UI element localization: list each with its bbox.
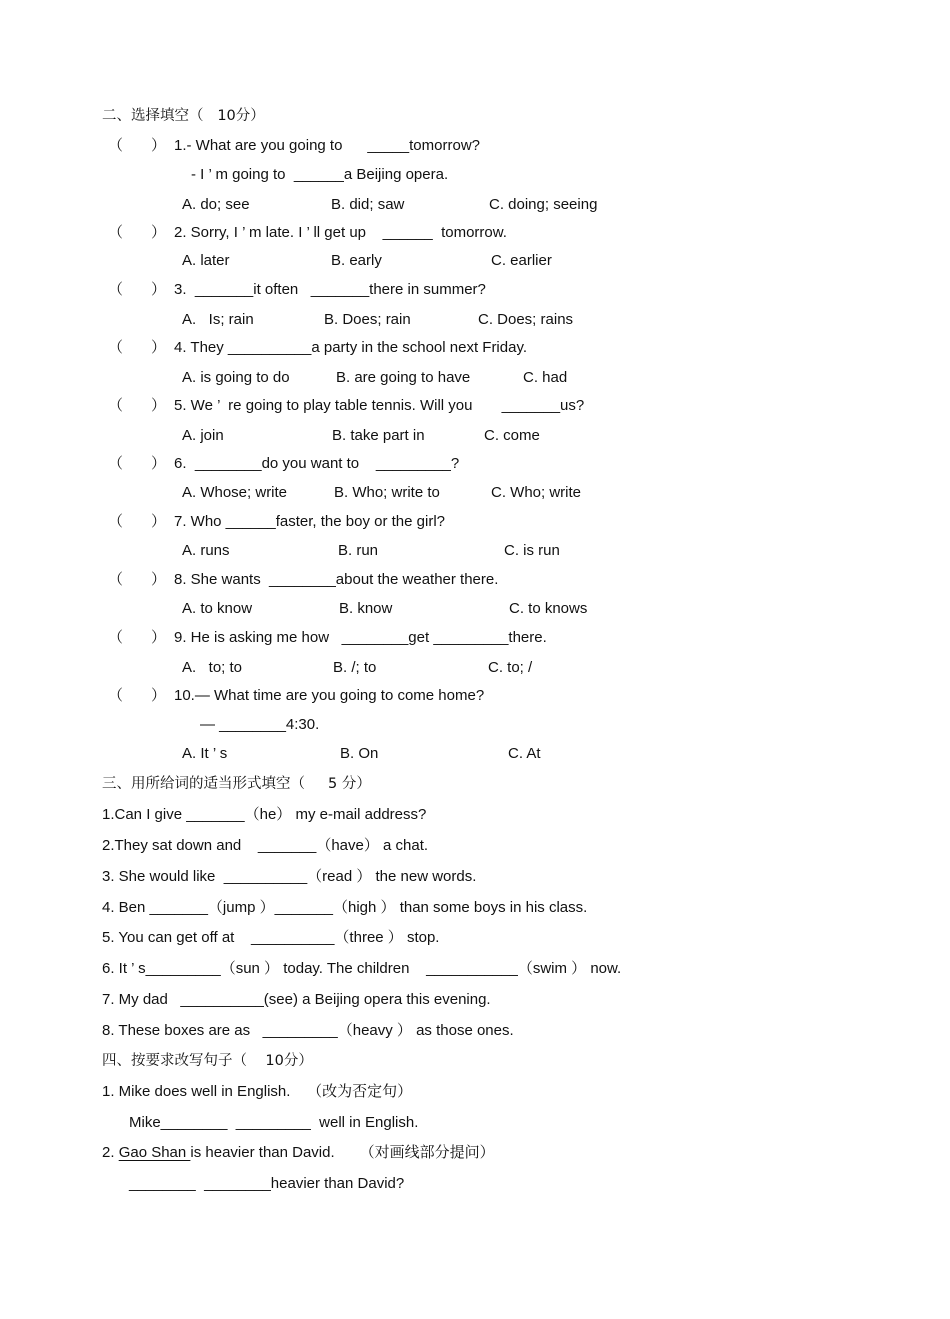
rewrite-answer-2: ________ ________heavier than David? [129, 1175, 405, 1192]
answer-paren-close: ） [151, 687, 167, 704]
option-a: A. Is; rain [182, 311, 254, 328]
answer-paren-close: ） [151, 397, 167, 414]
option-b: B. On [340, 745, 379, 762]
answer-paren-close: ） [151, 629, 167, 646]
option-b: B. did; saw [331, 196, 405, 213]
answer-paren-open: （ [108, 339, 124, 356]
underlined-phrase: Gao Shan [118, 1144, 191, 1161]
section-4-heading: 四、按要求改写句子（ 10分） [102, 1053, 313, 1069]
option-a: A. to know [182, 600, 253, 617]
answer-paren-close: ） [151, 137, 167, 154]
option-c: C. doing; seeing [489, 196, 598, 213]
question-stem-reply: - I ’ m going to ______a Beijing opera. [191, 166, 449, 183]
question-stem: 2. Sorry, I ’ m late. I ’ ll get up ______ tomorrow. [174, 224, 507, 241]
option-a: A. later [182, 252, 230, 269]
question-stem: 4. They __________a party in the school next Friday. [174, 339, 528, 356]
section-3-heading: 三、用所给词的适当形式填空（ 5 分） [102, 776, 371, 792]
question-stem-reply: — ________4:30. [200, 716, 320, 733]
rewrite-question-1: 1. Mike does well in English. （改为否定句） [102, 1083, 413, 1100]
answer-paren-close: ） [151, 224, 167, 241]
question-stem: 8. She wants ________about the weather there. [174, 571, 499, 588]
option-b: B. Does; rain [324, 311, 411, 328]
option-c: C. to knows [509, 600, 588, 617]
answer-paren-open: （ [108, 224, 124, 241]
question-stem: 10.— What time are you going to come home? [174, 687, 485, 704]
section-2-heading: 二、选择填空（ 10分） [102, 108, 265, 124]
question-number: 2. [102, 1144, 119, 1161]
answer-paren-close: ） [151, 513, 167, 530]
option-c: C. Who; write [491, 484, 582, 501]
answer-paren-open: （ [108, 137, 124, 154]
rewrite-answer-1: Mike________ _________ well in English. [129, 1114, 419, 1131]
fill-item-4: 4. Ben _______（jump ）_______（high ） than some boys in his class. [102, 899, 588, 916]
option-a: A. join [182, 427, 224, 444]
option-a: A. Whose; write [182, 484, 288, 501]
option-c: C. At [508, 745, 541, 762]
fill-item-8: 8. These boxes are as _________（heavy ） as those ones. [102, 1022, 514, 1039]
option-c: C. earlier [491, 252, 552, 269]
fill-item-1: 1.Can I give _______（he） my e-mail address? [102, 806, 427, 823]
question-stem: 9. He is asking me how ________get _________there. [174, 629, 547, 646]
answer-paren-close: ） [151, 339, 167, 356]
answer-paren-close: ） [151, 455, 167, 472]
answer-paren-open: （ [108, 629, 124, 646]
answer-paren-close: ） [151, 281, 167, 298]
option-c: C. is run [504, 542, 560, 559]
option-c: C. come [484, 427, 540, 444]
question-stem: 6. ________do you want to _________? [174, 455, 460, 472]
option-b: B. know [339, 600, 393, 617]
fill-item-3: 3. She would like __________（read ） the new words. [102, 868, 477, 885]
option-b: B. take part in [332, 427, 425, 444]
option-a: A. It ’ s [182, 745, 228, 762]
answer-paren-open: （ [108, 281, 124, 298]
option-b: B. run [338, 542, 379, 559]
option-c: C. Does; rains [478, 311, 574, 328]
option-b: B. early [331, 252, 382, 269]
answer-paren-open: （ [108, 687, 124, 704]
option-a: A. runs [182, 542, 230, 559]
fill-item-6: 6. It ’ s_________（sun ） today. The children ___________（swim ） now. [102, 960, 622, 977]
answer-paren-open: （ [108, 513, 124, 530]
option-c: C. had [523, 369, 568, 386]
fill-item-5: 5. You can get off at __________（three ） stop. [102, 929, 440, 946]
rewrite-question-2 [102, 1144, 495, 1162]
option-a: A. to; to [182, 659, 243, 676]
option-c: C. to; / [488, 659, 533, 676]
question-rest: is heavier than David. （对画线部分提问） [190, 1144, 495, 1161]
option-b: B. are going to have [336, 369, 471, 386]
question-stem: 1.- What are you going to _____tomorrow? [174, 137, 480, 154]
fill-item-2: 2.They sat down and _______（have） a chat. [102, 837, 429, 854]
option-b: B. Who; write to [334, 484, 440, 501]
fill-item-7: 7. My dad __________(see) a Beijing opera this evening. [102, 991, 491, 1008]
answer-paren-open: （ [108, 397, 124, 414]
answer-paren-open: （ [108, 455, 124, 472]
answer-paren-open: （ [108, 571, 124, 588]
option-a: A. do; see [182, 196, 250, 213]
option-b: B. /; to [333, 659, 377, 676]
question-stem: 3. _______it often _______there in summer? [174, 281, 486, 298]
question-stem: 7. Who ______faster, the boy or the girl? [174, 513, 446, 530]
question-stem: 5. We ’ re going to play table tennis. Will you _______us? [174, 397, 585, 414]
answer-paren-close: ） [151, 571, 167, 588]
option-a: A. is going to do [182, 369, 290, 386]
